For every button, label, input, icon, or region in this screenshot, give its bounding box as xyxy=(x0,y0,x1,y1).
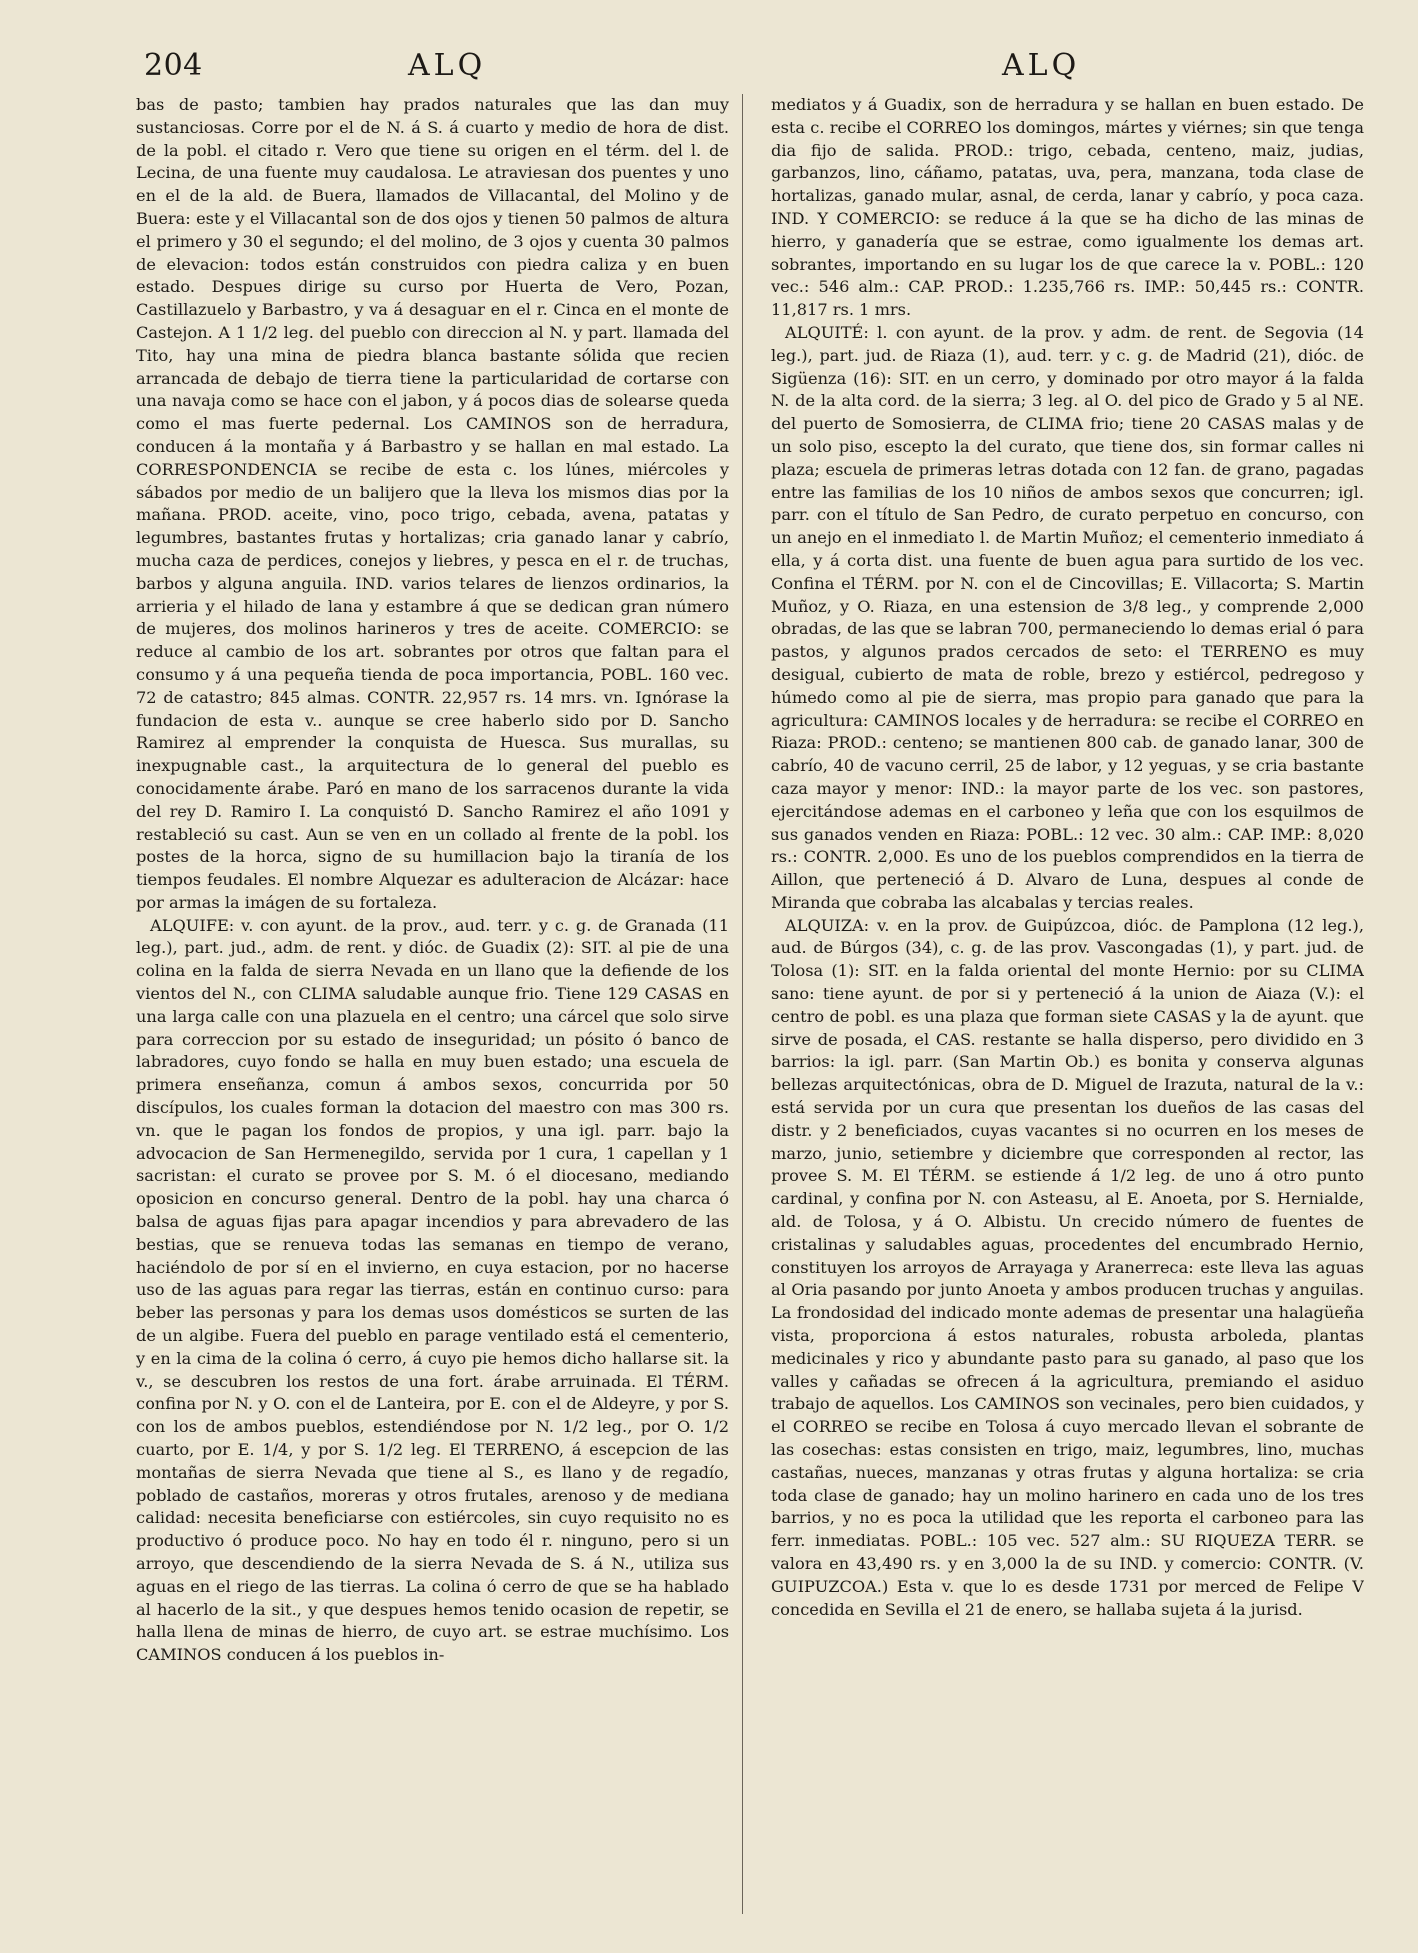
page-header xyxy=(136,48,1380,94)
alquite-entry: ALQUITÉ: l. con ayunt. de la prov. y adm. de rent. de Segovia (14 leg.), part. jud. de Riaza (1), aud. terr. y c. g. de Madrid (21), dióc. de Sigüenza (16): SIT. en un cerro, y dominado por otro mayor á la falda N. de la alta cord. de la sierra; 3 leg. al O. del pico de Grado y 5 al NE. del puerto de Somosierra, de CLIMA frio; tiene 20 CASAS malas y de un solo piso, escepto la del curato, que tiene dos, sin formar calles ni plaza; escuela de primeras letras dotada con 12 fan. de grano, pagadas entre las familias de los 10 niños de ambos sexos que concurren; igl. parr. con el título de San Pedro, de curato perpetuo en concurso, con un anejo en el inmediato l. de Martin Muñoz; el cementerio inmediato á ella, y á corta dist. una fuente de buen agua para surtido de los vec. Confina el TÉRM. por N. con el de Cincovillas; E. Villacorta; S. Martin Muñoz, y O. Riaza, en una estension de 3/8 leg., y comprende 2,000 obradas, de las que se labran 700, permaneciendo lo demas erial ó para pastos, y algunos prados cercados de seto: el TERRENO es muy desigual, cubierto de mata de roble, brezo y estiércol, pedregoso y húmedo como al pie de sierra, mas propio para ganado que para la agricultura: CAMINOS locales y de herradura: se recibe el CORREO en Riaza: PROD.: centeno; se mantienen 800 cab. de ganado lanar, 300 de cabrío, 40 de vacuno cerril, 25 de labor, y 12 yeguas, y se cria bastante caza mayor y menor: IND.: la mayor parte de los vec. son pastores, ejercitándose ademas en el carboneo y leña que con los esquilmos de sus ganados venden en Riaza: POBL.: 12 vec. 30 alm.: CAP. IMP.: 8,020 rs.: CONTR. 2,000. Es uno de los pueblos comprendidos en la tierra de Aillon, que perteneció á D. Alvaro de Luna, despues al conde de Miranda que cobraba las alcabalas y tercias reales. xyxy=(771,322,1364,912)
page-number: 204 xyxy=(144,48,203,83)
left-column xyxy=(136,94,743,1914)
running-head-left: ALQ xyxy=(408,48,487,83)
right-column xyxy=(771,94,1364,1914)
running-head-right: ALQ xyxy=(1002,48,1081,83)
alquife-entry: ALQUIFE: v. con ayunt. de la prov., aud. terr. y c. g. de Granada (11 leg.), part. jud., adm. de rent. y dióc. de Guadix (2): SIT. al pie de una colina en la falda de sierra Nevada en un llano que la defiende de los vientos del N., con CLIMA saludable aunque frio. Tiene 129 CASAS en una larga calle con una plazuela en el centro; una cárcel que solo sirve para correccion por su estado de inseguridad; un pósito ó banco de labradores, cuyo fondo se halla en muy buen estado; una escuela de primera enseñanza, comun á ambos sexos, concurrida por 50 discípulos, los cuales forman la dotacion del maestro con mas 300 rs. vn. que le pagan los fondos de propios, y una igl. parr. bajo la advocacion de San Hermenegildo, servida por 1 cura, 1 capellan y 1 sacristan: el curato se provee por S. M. ó el diocesano, mediando oposicion en concurso general. Dentro de la pobl. hay una charca ó balsa de aguas fijas para apagar incendios y para abrevadero de las bestias, que se renueva todas las semanas en tiempo de verano, haciéndolo de por sí en el invierno, en cuya estacion, por no hacerse uso de las aguas para regar las tierras, están en continuo curso: para beber las personas y para los demas usos domésticos se surten de las de un algibe. Fuera del pueblo en parage ventilado está el cementerio, y en la cima de la colina ó cerro, á cuyo pie hemos dicho hallarse sit. la v., se descubren los restos de una fort. árabe arruinada. El TÉRM. confina por N. y O. con el de Lanteira, por E. con el de Aldeyre, y por S. con los de ambos pueblos, estendiéndose por N. 1/2 leg., por O. 1/2 cuarto, por E. 1/4, y por S. 1/2 leg. El TERRENO, á escepcion de las montañas de sierra Nevada que tiene al S., es llano y de regadío, poblado de castaños, moreras y otros frutales, arenoso y de mediana calidad: necesita beneficiarse con estiércoles, sin cuyo requisito no es productivo ó produce poco. No hay en todo él r. ninguno, pero si un arroyo, que descendiendo de la sierra Nevada de S. á N., utiliza sus aguas en el riego de las tierras. La colina ó cerro de que se ha hablado al hacerlo de la sit., y que despues hemos tenido ocasion de repetir, se halla llena de minas de hierro, de cuyo art. se estrae muchísimo. Los CAMINOS conducen á los pueblos in- xyxy=(136,915,729,1665)
alquife-entry-continuation: mediatos y á Guadix, son de herradura y se hallan en buen estado. De esta c. recibe el CORREO los domingos, mártes y viérnes; sin que tenga dia fijo de salida. PROD.: trigo, cebada, centeno, maiz, judias, garbanzos, lino, cáñamo, patatas, uva, pera, manzana, toda clase de hortalizas, ganado mular, asnal, de cerda, lanar y cabrío, y poca caza. IND. Y COMERCIO: se reduce á la que se ha dicho de las minas de hierro, y ganadería que se estrae, como igualmente los demas art. sobrantes, importando en su lugar los de que carece la v. POBL.: 120 vec.: 546 alm.: CAP. PROD.: 1.235,766 rs. IMP.: 50,445 rs.: CONTR. 11,817 rs. 1 mrs. xyxy=(771,95,1364,320)
text-columns xyxy=(136,94,1380,1914)
alquezar-entry-continuation: bas de pasto; tambien hay prados naturales que las dan muy sustanciosas. Corre por el de N. á S. á cuarto y medio de hora de dist. de la pobl. el citado r. Vero que tiene su origen en el térm. del l. de Lecina, de una fuente muy caudalosa. Le atraviesan dos puentes y uno en el de la ald. de Buera, llamados de Villacantal, del Molino y de Buera: este y el Villacantal son de dos ojos y tienen 50 palmos de altura el primero y 30 el segundo; el del molino, de 3 ojos y cuenta 30 palmos de elevacion: todos están construidos con piedra caliza y en buen estado. Despues dirige su curso por Huerta de Vero, Pozan, Castillazuelo y Barbastro, y va á desaguar en el r. Cinca en el monte de Castejon. A 1 1/2 leg. del pueblo con direccion al N. y part. llamada del Tito, hay una mina de piedra blanca bastante sólida que recien arrancada de debajo de tierra tiene la particularidad de cortarse con una navaja como se hace con el jabon, y á pocos dias de solearse queda como el mas fuerte pedernal. Los CAMINOS son de herradura, conducen á la montaña y á Barbastro y se hallan en mal estado. La CORRESPONDENCIA se recibe de esta c. los lúnes, miércoles y sábados por medio de un balijero que la lleva los mismos dias por la mañana. PROD. aceite, vino, poco trigo, cebada, avena, patatas y legumbres, bastantes frutas y hortalizas; cria ganado lanar y cabrío, mucha caza de perdices, conejos y liebres, y pesca en el r. de truchas, barbos y alguna anguila. IND. varios telares de lienzos ordinarios, la arrieria y el hilado de lana y estambre á que se dedican gran número de mujeres, dos molinos harineros y tres de aceite. COMERCIO: se reduce al cambio de los art. sobrantes por otros que faltan para el consumo y á una pequeña tienda de poca importancia, POBL. 160 vec. 72 de catastro; 845 almas. CONTR. 22,957 rs. 14 mrs. vn. Ignórase la fundacion de esta v.. aunque se cree haberlo sido por D. Sancho Ramirez al emprender la conquista de Huesca. Sus murallas, su inexpugnable cast., la arquitectura de lo general del pueblo es conocidamente árabe. Paró en mano de los sarracenos durante la vida del rey D. Ramiro I. La conquistó D. Sancho Ramirez el año 1091 y restableció su cast. Aun se ven en un collado al frente de la pobl. los postes de la horca, signo de su humillacion bajo la tiranía de los tiempos feudales. El nombre Alquezar es adulteracion de Alcázar: hace por armas la imágen de su fortaleza. xyxy=(136,95,729,912)
alquiza-entry: ALQUIZA: v. en la prov. de Guipúzcoa, dióc. de Pamplona (12 leg.), aud. de Búrgos (34), c. g. de las prov. Vascongadas (1), y part. jud. de Tolosa (1): SIT. en la falda oriental del monte Hernio: por su CLIMA sano: tiene ayunt. de por si y perteneció á la union de Aiaza (V.): el centro de pobl. es una plaza que forman siete CASAS y la de ayunt. que sirve de posada, el CAS. restante se halla disperso, pero dividido en 3 barrios: la igl. parr. (San Martin Ob.) es bonita y conserva algunas bellezas arquitectónicas, obra de D. Miguel de Irazuta, natural de la v.: está servida por un cura que presentan los dueños de las casas del distr. y 2 beneficiados, cuyas vacantes si no ocurren en los meses de marzo, junio, setiembre y diciembre que corresponden al rector, las provee S. M. El TÉRM. se estiende á 1/2 leg. de uno á otro punto cardinal, y confina por N. con Asteasu, al E. Anoeta, por S. Hernialde, ald. de Tolosa, y á O. Albistu. Un crecido número de fuentes de cristalinas y saludables aguas, procedentes del encumbrado Hernio, constituyen los arroyos de Arrayaga y Aranerreca: este lleva las aguas al Oria pasando por junto Anoeta y ambos producen truchas y anguilas. La frondosidad del indicado monte ademas de presentar una halagüeña vista, proporciona á estos naturales, robusta arboleda, plantas medicinales y rico y abundante pasto para su ganado, al paso que los valles y cañadas se ofrecen á la agricultura, premiando el asiduo trabajo de aquellos. Los CAMINOS son vecinales, pero bien cuidados, y el CORREO se recibe en Tolosa á cuyo mercado llevan el sobrante de las cosechas: estas consisten en trigo, maiz, legumbres, lino, muchas castañas, nueces, manzanas y otras frutas y alguna hortaliza: se cria toda clase de ganado; hay un molino harinero en cada uno de los tres barrios, y no es poca la utilidad que les reporta el carboneo para las ferr. inmediatas. POBL.: 105 vec. 527 alm.: SU RIQUEZA TERR. se valora en 43,490 rs. y en 3,000 la de su IND. y comercio: CONTR. (V. GUIPUZCOA.) Esta v. que lo es desde 1731 por merced de Felipe V concedida en Sevilla el 21 de enero, se hallaba sujeta á la jurisd. xyxy=(771,915,1364,1619)
